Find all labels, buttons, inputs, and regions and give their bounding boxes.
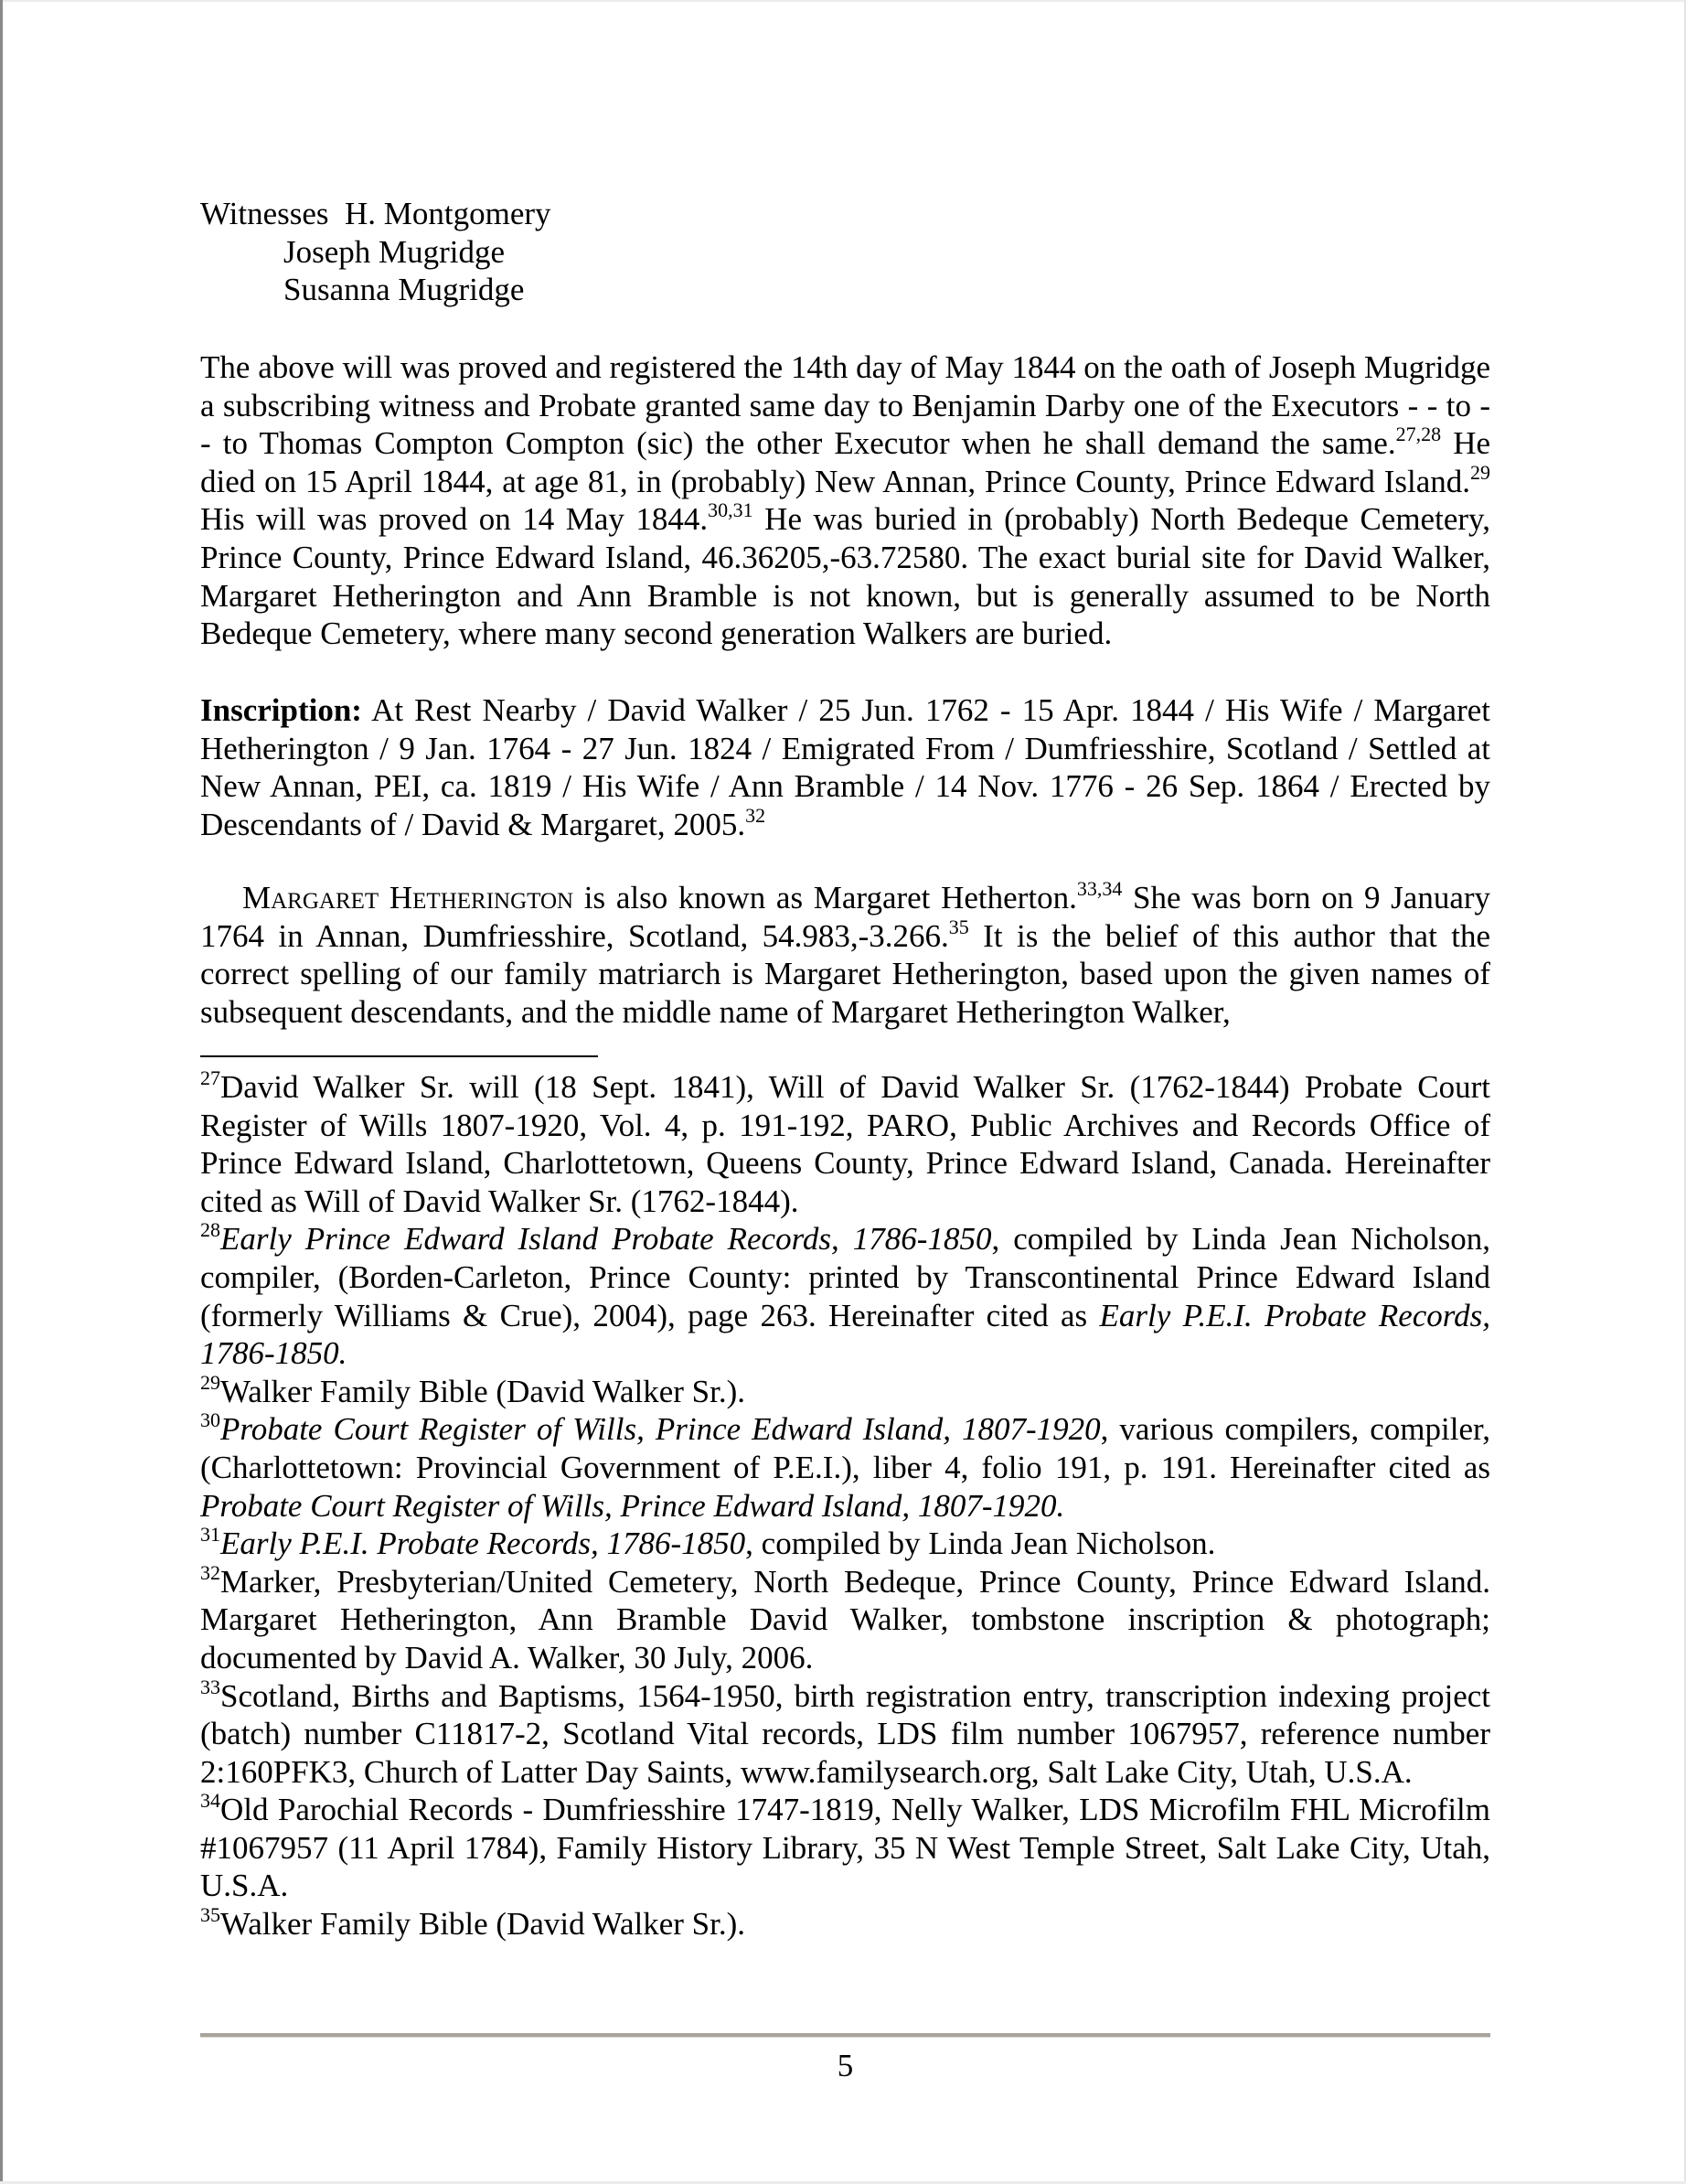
witnesses-label-line: Witnesses H. Montgomery [200, 196, 551, 231]
footnote-reference: 33,34 [1076, 877, 1123, 900]
text-run: Scotland, Births and Baptisms, 1564-1950, birth registration entry, transcription indexing project (batch) number C11817-2, Scotland Vital records, LDS film number 1067957, reference number 2:160PFK3, Church of Latter Day Saints, www.familysearch.org, Salt Lake City, Utah, U.S.A. [200, 1677, 1490, 1790]
footnote-number: 32 [200, 1560, 220, 1584]
footnote-number: 31 [200, 1523, 220, 1547]
footnote-number: 33 [200, 1675, 220, 1698]
footer-rule [200, 2033, 1490, 2038]
inscription-paragraph [200, 691, 1490, 843]
text-run: Marker, Presbyterian/United Cemetery, North Bedeque, Prince County, Prince Edward Island. Margaret Hetherington, Ann Bramble David Walker, tombstone inscription & photograph; documented by David A. Walker, 30 July, 2006. [200, 1563, 1490, 1675]
footnote-number: 35 [200, 1903, 220, 1927]
footnote-number: 27 [200, 1066, 220, 1089]
text-run: The above will was proved and registered the 14th day of May 1844 on the oath of Joseph Mugridge a subscribing witness and Probate granted same day to Benjamin Darby one of the Executors - - to - - to Thomas Compton Compton (sic) the other Executor when he shall demand the same. [200, 349, 1490, 462]
footnote-28 [200, 1220, 1490, 1372]
footnote-34 [200, 1791, 1490, 1905]
text-run: She was born on 9 January 1764 in Annan, Dumfriesshire, Scotland, 54.983,-3.266. [200, 880, 1491, 954]
text-run: , compiled by Linda Jean Nicholson. [745, 1526, 1216, 1562]
page-border-left [0, 0, 3, 2184]
footnotes-section [200, 1068, 1490, 1943]
text-run: It is the belief of this author that the correct spelling of our family matriarch is Margaret Hetherington, based upon the given names of subsequent descendants, and the middle name of Margaret Hetherington Walker, [200, 917, 1490, 1030]
footnote-reference: 35 [948, 915, 969, 938]
footnote-number: 29 [200, 1370, 220, 1394]
text-run: , various compilers, compiler, (Charlottetown: Provincial Government of P.E.I.), liber 4, folio 191, p. 191. Hereinafter cited as [200, 1411, 1490, 1485]
witness-name: Joseph Mugridge [283, 233, 506, 270]
italic-title: Early Prince Edward Island Probate Records, 1786-1850 [220, 1221, 992, 1258]
footnote-number: 34 [200, 1789, 220, 1813]
italic-title: Early P.E.I. Probate Records, 1786-1850 [220, 1526, 746, 1562]
witnesses-block [200, 195, 1490, 309]
italic-title: Probate Court Register of Wills, Prince Edward Island, 1807-1920. [200, 1487, 1065, 1524]
footnote-reference: 29 [1470, 460, 1490, 484]
page-border-top [3, 0, 1686, 2]
text-run: He was buried in (probably) North Bedeque Cemetery, Prince County, Prince Edward Island, 46.36205,-63.72580. The exact burial site for David Walker, Margaret Hetherington and Ann Bramble is not known, but is generally assumed to be North Bedeque Cemetery, where many second generation Walkers are buried. [200, 501, 1490, 652]
footnote-33 [200, 1677, 1490, 1792]
text-run: Old Parochial Records - Dumfriesshire 1747-1819, Nelly Walker, LDS Microfilm FHL Microfilm #1067957 (11 April 1784), Family History Library, 35 N West Temple Street, Salt Lake City, Utah, U.S.A. [200, 1792, 1490, 1904]
probate-paragraph [200, 348, 1490, 653]
text-run: is also known as Margaret Hetherton. [573, 880, 1077, 915]
footnote-35 [200, 1905, 1490, 1943]
footnote-reference: 27,28 [1395, 423, 1442, 446]
footnote-number: 28 [200, 1218, 220, 1242]
small-caps-name: Margaret Hetherington [242, 880, 574, 915]
text-run: Walker Family Bible (David Walker Sr.). [220, 1373, 746, 1409]
witness-name: Susanna Mugridge [283, 272, 525, 308]
text-run: Walker Family Bible (David Walker Sr.). [220, 1906, 746, 1943]
margaret-hetherington-paragraph [200, 879, 1490, 1031]
footnote-reference: 32 [745, 803, 766, 827]
page-number: 5 [837, 2048, 854, 2083]
text-run: His will was proved on 14 May 1844. [200, 501, 709, 538]
text-run: David Walker Sr. will (18 Sept. 1841), Will of David Walker Sr. (1762-1844) Probate Court Register of Wills 1807-1920, Vol. 4, p. 191-192, PARO, Public Archives and Records Office of Prince Edward Island, Charlottetown, Queens County, Prince Edward Island, Canada. Hereinafter cited as Will of David Walker Sr. (1762-1844). [200, 1069, 1490, 1219]
footnote-30 [200, 1410, 1490, 1525]
footnote-32 [200, 1560, 1490, 1677]
text-run: , compiled by Linda Jean Nicholson, compiler, (Borden-Carleton, Prince County: printed by Transcontinental Prince Edward Island (formerly Williams & Crue), 2004), page 263. Hereinafter cited as [200, 1221, 1491, 1333]
text-run: He died on 15 April 1844, at age 81, in (probably) New Annan, Prince County, Prince Edward Island. [200, 425, 1491, 499]
text-run: At Rest Nearby / David Walker / 25 Jun. 1762 - 15 Apr. 1844 / His Wife / Margaret Hetherington / 9 Jan. 1764 - 27 Jun. 1824 / Emigrated From / Dumfriesshire, Scotland / Settled at New Annan, PEI, ca. 1819 / His Wife / Ann Bramble / 14 Nov. 1776 - 26 Sep. 1864 / Erected by Descendants of / David & Margaret, 2005. [200, 692, 1490, 842]
bold-label: Inscription: [200, 692, 362, 728]
footnote-31 [200, 1525, 1490, 1563]
italic-title: Probate Court Register of Wills, Prince Edward Island, 1807-1920 [220, 1411, 1101, 1448]
footnote-reference: 30,31 [708, 498, 753, 522]
footnote-number: 30 [200, 1408, 220, 1432]
footnote-27 [200, 1068, 1490, 1220]
footnote-29 [200, 1370, 1490, 1411]
footnote-separator [200, 1055, 598, 1057]
italic-title: Early P.E.I. Probate Records, 1786-1850. [200, 1297, 1490, 1372]
